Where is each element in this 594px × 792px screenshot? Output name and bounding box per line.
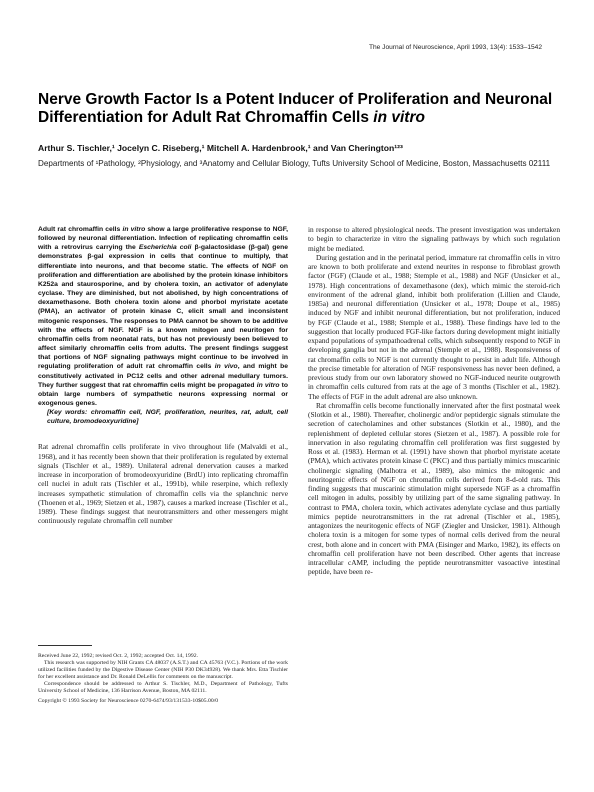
title-main: Nerve Growth Factor Is a Potent Inducer of Proliferation and Neuronal Differentiation for Adult Rat Chromaffin Cells [38, 91, 553, 126]
abstract-text: show a large proliferative response to NGF, followed by neuronal differentiation. Infection of replicating chromaffin cells with a retrovirus carrying the [38, 226, 288, 252]
abstract-italic: in vivo [214, 363, 238, 371]
support-note: This research was supported by NIH Grants CA 48037 (A.S.T.) and CA 45763 (V.C.). Portions of the work utilized facilities funded by the Digestive Disease Center (NIH P30 DK34928). We thank Mrs. Etta Tischler for her excellent assistance and Dr. Ronald DeLellis for comments on the manuscript. [38, 660, 288, 681]
footnote-rule [38, 645, 92, 646]
section-gap [38, 426, 288, 442]
keywords: [Key words: chromaffin cell, NGF, proliferation, neurites, rat, adult, cell culture, bromodeoxyuridine] [47, 409, 288, 426]
body-paragraph: Rat chromaffin cells become functionally innervated after the first postnatal week (Slotkin et al., 1980). Thereafter, cholinergic and/or peptidergic signals stimulate the secretion of catecholamines and other substances (Slotkin et al., 1980), and the replenishment of depleted cellular stores (Sietzen et al., 1987). A possible role for innervation in also regulating chromaffin cell proliferation was first suggested by Ross et al. (1983). Herman et al. (1991) have shown that phorbol myristate acetate (PMA), which activates protein kinase C (PKC) and thus partially mimics muscarinic cholinergic signaling (Malhotra et al., 1989), also mimics the mitogenic and neuritogenic effects of NGF on chromaffin cells derived from 8-d-old rats. This finding suggests that muscarinic stimulation might supersede NGF as a chromaffin cell mitogen in adults, possibly by utilizing part of the same signaling pathway. In contrast to PMA, cholera toxin, which activates adenylate cyclase and thus partially mimics peptide neurotransmitters in the rat adrenal (Tischler et al., 1985), antagonizes the neuritogenic effects of NGF (Ziegler and Unsicker, 1981). Although cholera toxin is a mitogen for some types of normal cells derived from the neural crest, both alone and in concert with PMA (Eisinger and Marko, 1982), its effects on chromaffin cell proliferation have not been described. Other agents that increase intracellular cAMP, including the peptide neurotransmitter vasoactive intestinal peptide, have been re- [308, 400, 560, 577]
body-paragraph: During gestation and in the perinatal period, immature rat chromaffin cells in vitro are known to both proliferate and extend neurites in response to fibroblast growth factor (FGF) (Claude et al., 1988; Stemple et al., 1988) and NGF (Unsicker et al., 1978). High concentrations of dexamethasone (dex), which mimic the steroid-rich environment of the adrenal gland, inhibit both proliferation (Lillien and Claude, 1985a) and neuronal differentiation (Unsicker et al., 1978; Doupe et al., 1985) induced by NGF and inhibit neuronal differentiation, but not proliferation, induced by FGF (Claude et al., 1988; Stemple et al., 1988). These findings have led to the suggestion that locally produced FGF-like factors during development might initially expand populations of sympathoadrenal cells, which subsequently respond to NGF in developing ganglia but not in the adrenal (Stemple et al., 1988). Responsiveness of rat chromaffin cells to NGF is not currently thought to persist in adult life. Although the precise timetable for alteration of NGF responsiveness has never been defined, a previous study from our own laboratory showed no NGF-induced neurite outgrowth in chromaffin cells cultured from rats at the age of 3 months (Tischler et al., 1982). The effects of FGF in the adult adrenal are also unknown. [308, 252, 560, 401]
right-column [308, 225, 560, 577]
abstract-text: β-galactosidase (β-gal) gene demonstrates β-gal expression in cells that continue to multiply, that differentiate into neurons, and that become static. The effects of NGF on proliferation and differentiation are abolished by the protein kinase inhibitors K252a and staurosporine, and by cholera toxin, an activator of adenylate cyclase. They are diminished, but not abolished, by high concentrations of dexamethasone. Both cholera toxin alone and phorbol myristate acetate (PMA), an activator of protein kinase C, elicit small and inconsistent mitogenic responses. The responses to PMA cannot be shown to be additive with the effects of NGF. NGF is a known mitogen and neuritogen for chromaffin cells from neonatal rats, but has not previously been believed to affect similarly chromaffin cells from adults. The present findings suggest that portions of NGF signaling pathways might continue to be involved in regulating proliferation of adult rat chromaffin cells [38, 244, 288, 371]
abstract-italic: Escherichia coli [138, 244, 192, 252]
copyright-line: Copyright © 1993 Society for Neuroscience 0270-6474/93/131533-10$05.00/0 [38, 697, 219, 704]
left-column [38, 225, 288, 526]
abstract-italic: in vitro [122, 226, 146, 233]
abstract [38, 225, 288, 408]
footnotes [38, 645, 288, 705]
journal-header: The Journal of Neuroscience, April 1993, 13(4): 1533–1542 [368, 44, 542, 51]
affiliations: Departments of ¹Pathology, ²Physiology, and ³Anatomy and Cellular Biology, Tufts University School of Medicine, Boston, Massachusetts 02111 [38, 159, 551, 168]
article-title [38, 91, 558, 127]
title-italic: in vitro [373, 109, 425, 126]
abstract-text: to obtain large numbers of sympathetic neurons expressing normal or exogenous genes. [38, 381, 288, 407]
abstract-text: , and might be constitutively activated in PC12 cells and other adrenal medullary tumors. They further suggest that rat chromaffin cells might be propagated [38, 363, 288, 389]
abstract-text: Adult rat chromaffin cells [38, 226, 121, 233]
intro-paragraph: Rat adrenal chromaffin cells proliferate in vivo throughout life (Malvaldi et al., 1968), and it has recently been shown that their proliferation is regulated by external signals (Tischler et al., 1989). Unilateral adrenal denervation causes a marked increase in incorporation of bromodeoxyuridine (BrdU) into replicating chromaffin cell nuclei in adult rats (Tischler et al., 1991b), while reserpine, which reflexly increases sympathetic stimulation of chromaffin cells via the splanchnic nerve (Thoenen et al., 1969; Sietzen et al., 1987), causes a marked increase (Tischler et al., 1989). These findings suggest that neurotransmitters and other messengers might continuously regulate chromaffin cell number [38, 442, 288, 526]
body-paragraph: in response to altered physiological needs. The present investigation was undertaken to begin to characterize in vitro the signaling pathways by which such regulation might be mediated. [308, 225, 560, 253]
received-dates: Received June 22, 1992; revised Oct. 2, 1992; accepted Oct. 14, 1992. [38, 653, 198, 659]
abstract-italic: in vitro [256, 381, 280, 389]
correspondence-note: Correspondence should be addressed to Arthur S. Tischler, M.D., Department of Pathology, Tufts University School of Medicine, 136 Harrison Avenue, Boston, MA 02111. [38, 681, 288, 695]
author-list: Arthur S. Tischler,¹ Jocelyn C. Riseberg,¹ Mitchell A. Hardenbrook,¹ and Van Cherington¹²³ [38, 143, 403, 153]
